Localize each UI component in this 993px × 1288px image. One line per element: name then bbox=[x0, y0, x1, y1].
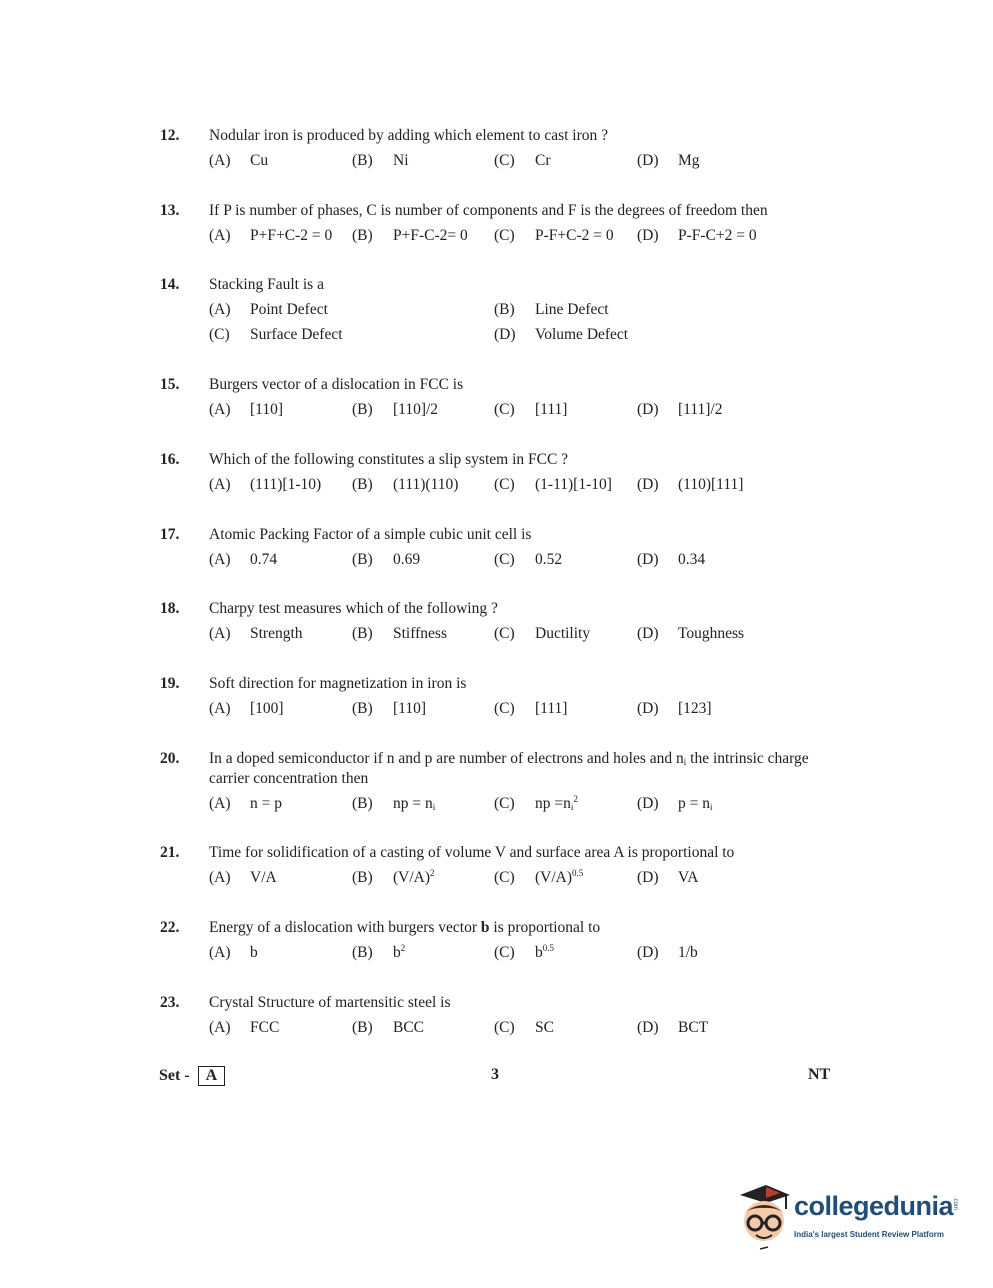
question-number: 12. bbox=[160, 127, 180, 144]
option-c: (C) [111] bbox=[494, 700, 568, 717]
mascot-icon bbox=[736, 1183, 792, 1253]
option-b: (B) Line Defect bbox=[494, 301, 609, 318]
option-c: (C) Surface Defect bbox=[209, 326, 343, 343]
option-b: (B) (111)(110) bbox=[352, 476, 459, 493]
option-d: (D) (110)[111] bbox=[637, 476, 744, 493]
question-13 bbox=[160, 201, 840, 251]
option-a: (A) FCC bbox=[209, 1019, 280, 1036]
question-19 bbox=[160, 674, 840, 724]
option-d: (D) BCT bbox=[637, 1019, 709, 1036]
option-d: (D) P-F-C+2 = 0 bbox=[637, 227, 757, 244]
question-text: In a doped semiconductor if n and p are number of electrons and holes and $n_i$ the intrinsic charge carrier concentration then bbox=[209, 750, 809, 787]
option-b: (B) 0.69 bbox=[352, 551, 421, 568]
option-b: (B) BCC bbox=[352, 1019, 425, 1036]
option-b: (B) Ni bbox=[352, 152, 409, 169]
option-d: (D) [111]/2 bbox=[637, 401, 723, 418]
question-21 bbox=[160, 843, 840, 893]
question-text: Charpy test measures which of the following ? bbox=[209, 600, 498, 617]
set-indicator bbox=[159, 1066, 225, 1086]
question-number: 23. bbox=[160, 994, 180, 1011]
option-a: (A) 0.74 bbox=[209, 551, 278, 568]
question-number: 20. bbox=[160, 750, 180, 767]
option-d: (D) VA bbox=[637, 869, 699, 886]
question-17 bbox=[160, 525, 840, 575]
question-text: Time for solidification of a casting of volume V and surface area A is proportional to bbox=[209, 844, 735, 861]
paper-code: NT bbox=[808, 1066, 831, 1083]
logo-wordmark: collegedunia bbox=[794, 1191, 954, 1221]
question-number: 14. bbox=[160, 276, 180, 293]
option-a: (A) Point Defect bbox=[209, 301, 328, 318]
question-text: Nodular iron is produced by adding which element to cast iron ? bbox=[209, 127, 609, 144]
question-number: 16. bbox=[160, 451, 180, 468]
option-d: (D) Toughness bbox=[637, 625, 745, 642]
question-text: Soft direction for magnetization in iron is bbox=[209, 675, 467, 692]
option-a: (A) b bbox=[209, 944, 258, 961]
option-d: (D) Mg bbox=[637, 152, 700, 169]
question-text: Stacking Fault is a bbox=[209, 276, 324, 293]
question-number: 15. bbox=[160, 376, 180, 393]
question-text: Crystal Structure of martensitic steel is bbox=[209, 994, 451, 1011]
option-c: (C) (1-11)[1-10] bbox=[494, 476, 612, 493]
question-number: 21. bbox=[160, 844, 180, 861]
page-number: 3 bbox=[491, 1066, 499, 1083]
option-d: (D) $p = n_i$ bbox=[637, 795, 713, 812]
option-b: (B) np = $n_i$ bbox=[352, 795, 436, 812]
option-b: (B) [110]/2 bbox=[352, 401, 439, 418]
question-16 bbox=[160, 450, 840, 500]
question-text: Which of the following constitutes a slip system in FCC ? bbox=[209, 451, 569, 468]
option-d: (D) 0.34 bbox=[637, 551, 706, 568]
option-c: (C) P-F+C-2 = 0 bbox=[494, 227, 614, 244]
question-22 bbox=[160, 918, 840, 968]
collegedunia-logo bbox=[736, 1183, 961, 1253]
logo-com: .com bbox=[952, 1197, 958, 1211]
question-18 bbox=[160, 599, 840, 649]
question-12 bbox=[160, 126, 840, 176]
question-text: If P is number of phases, C is number of components and F is the degrees of freedom then bbox=[209, 202, 768, 219]
option-c: (C) $b^{0.5}$ bbox=[494, 943, 554, 961]
option-d: (D) 1/b bbox=[637, 944, 698, 961]
option-c: (C) [111] bbox=[494, 401, 568, 418]
option-b: (B) $b^2$ bbox=[352, 943, 406, 961]
option-b: (B) Stiffness bbox=[352, 625, 447, 642]
option-a: (A) V/A bbox=[209, 869, 277, 886]
question-text: Burgers vector of a dislocation in FCC is bbox=[209, 376, 464, 393]
option-c: (C) 0.52 bbox=[494, 551, 563, 568]
option-a: (A) [110] bbox=[209, 401, 283, 418]
option-c: (C) Ductility bbox=[494, 625, 591, 642]
question-14 bbox=[160, 275, 840, 345]
option-c: (C) $(V/A)^{0.5}$ bbox=[494, 868, 584, 886]
question-number: 19. bbox=[160, 675, 180, 692]
option-c: (C) SC bbox=[494, 1019, 554, 1036]
option-a: (A) Cu bbox=[209, 152, 269, 169]
set-label: Set - bbox=[159, 1067, 190, 1084]
option-b: (B) $(V/A)^2$ bbox=[352, 868, 435, 886]
question-number: 17. bbox=[160, 526, 180, 543]
option-d: (D) [123] bbox=[637, 700, 712, 717]
question-23 bbox=[160, 993, 840, 1043]
option-a: (A) Strength bbox=[209, 625, 303, 642]
question-text: Energy of a dislocation with burgers vector b is proportional to bbox=[209, 919, 601, 936]
option-a: (A) n = p bbox=[209, 795, 282, 812]
question-15 bbox=[160, 375, 840, 425]
question-text: Atomic Packing Factor of a simple cubic unit cell is bbox=[209, 526, 532, 543]
option-a: (A) [100] bbox=[209, 700, 284, 717]
question-20 bbox=[160, 749, 840, 819]
option-c: (C) np $=n_i^2$ bbox=[494, 794, 578, 812]
option-d: (D) Volume Defect bbox=[494, 326, 629, 343]
option-c: (C) Cr bbox=[494, 152, 551, 169]
option-a: (A) (111)[1-10) bbox=[209, 476, 322, 493]
option-a: (A) P+F+C-2 = 0 bbox=[209, 227, 333, 244]
question-number: 18. bbox=[160, 600, 180, 617]
question-number: 22. bbox=[160, 919, 180, 936]
question-number: 13. bbox=[160, 202, 180, 219]
set-value-box: A bbox=[198, 1066, 226, 1086]
option-b: (B) [110] bbox=[352, 700, 426, 717]
option-b: (B) P+F-C-2= 0 bbox=[352, 227, 468, 244]
logo-tagline: India's largest Student Review Platform bbox=[794, 1230, 944, 1239]
